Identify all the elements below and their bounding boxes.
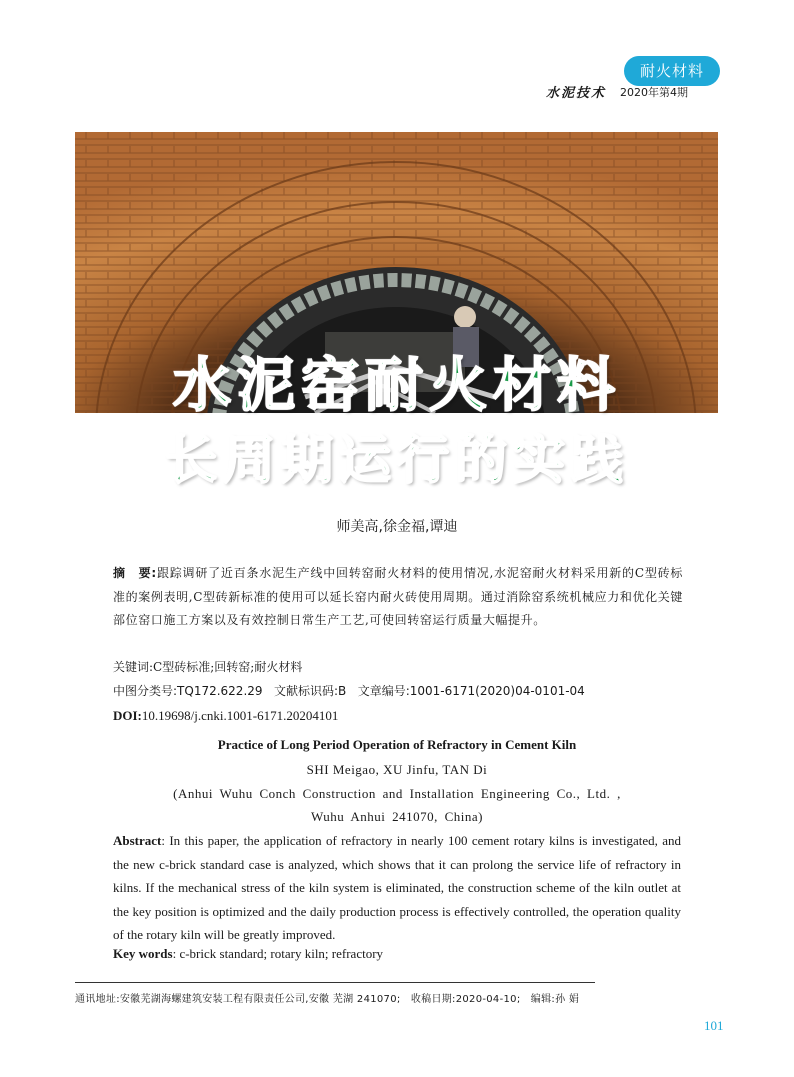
keywords-en-label: Key words [113, 946, 173, 961]
doc-code-label: 文献标识码: [273, 684, 339, 698]
keywords-en-text: : c-brick standard; rotary kiln; refractory [172, 946, 384, 961]
footnote: 通讯地址:安徽芜湖海螺建筑安装工程有限责任公司,安徽 芜湖 241070; 收稿日期:2020-04-10; 编辑:孙 娟 [75, 994, 580, 1005]
english-affiliation-line-1: (Anhui Wuhu Conch Construction and Installation Engineering Co., Ltd. , [173, 786, 621, 801]
english-authors: SHI Meigao, XU Jinfu, TAN Di [306, 762, 488, 777]
article-title-line-1: 水泥窑耐火材料 [172, 351, 621, 419]
doc-code-value: B [338, 684, 347, 698]
issue-info: 2020年第4期 [620, 86, 688, 99]
keywords-cn-text: C型砖标准;回转窑;耐火材料 [153, 660, 303, 674]
doi-label: DOI: [113, 708, 142, 723]
clc-value: TQ172.622.29 [177, 684, 263, 698]
section-badge: 耐火材料 [624, 56, 720, 86]
page-number: 101 [704, 1018, 724, 1033]
journal-name: 水泥技术 [546, 86, 607, 101]
article-title-line-2: 长周期运行的实践 [164, 431, 629, 491]
doi-line [113, 704, 683, 728]
authors-cn: 师美高,徐金福,谭迪 [336, 519, 458, 535]
abstract-en-text: : In this paper, the application of refractory in nearly 100 cement rotary kilns is investigated, and the new c-brick standard case is analyzed, which shows that it can prolong the service life of refractory in kilns. If the mechanical stress of the kiln system is eliminated, the construction scheme of the kiln outlet at the key position is optimized and the daily production process is effectively controlled, the operation quality of the rotary kiln will be greatly improved. [113, 833, 681, 943]
keywords-cn [113, 656, 683, 680]
article-number-value: 1001-6171(2020)04-0101-04 [409, 684, 585, 698]
article-number-label: 文章编号: [357, 684, 410, 698]
abstract-en [113, 829, 681, 947]
clc-label: 中图分类号: [113, 684, 178, 698]
english-title: Practice of Long Period Operation of Refractory in Cement Kiln [217, 737, 577, 752]
footnote-divider [75, 982, 595, 983]
keywords-cn-label: 关键词: [113, 660, 154, 674]
abstract-cn-text: 跟踪调研了近百条水泥生产线中回转窑耐火材料的使用情况,水泥窑耐火材料采用新的C型砖标准的案例表明,C型砖新标准的使用可以延长窑内耐火砖使用周期。通过消除窑系统机械应力和优化关键部位窑口施工方案以及有效控制日常生产工艺,可使回转窑运行质量大幅提升。 [113, 566, 684, 627]
abstract-cn [113, 562, 683, 633]
abstract-cn-label: 摘 要: [113, 566, 157, 580]
keywords-en [113, 946, 383, 962]
english-affiliation-line-2: Wuhu Anhui 241070, China) [311, 809, 483, 824]
doi-value: 10.19698/j.cnki.1001-6171.20204101 [141, 708, 339, 723]
classification-line [113, 680, 683, 704]
abstract-en-label: Abstract [113, 833, 162, 848]
